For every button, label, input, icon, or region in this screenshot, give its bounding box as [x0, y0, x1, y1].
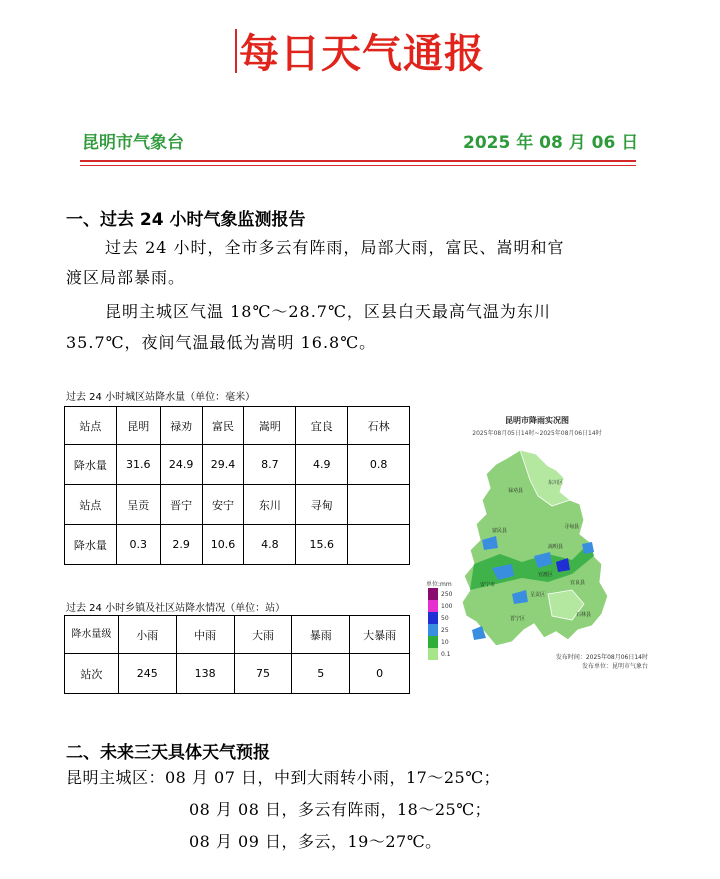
map-region: [582, 542, 594, 554]
map-legend: [428, 588, 438, 660]
table-cell: 禄劝: [160, 407, 202, 445]
table-row: [65, 616, 410, 654]
map-graphic: [452, 444, 622, 654]
map-place-label: 呈贡区: [530, 592, 546, 598]
table-cell: [348, 525, 410, 565]
table-cell: 昆明: [116, 407, 160, 445]
section1-p2-line1: 昆明主城区气温 18℃～28.7℃，区县白天最高气温为东川: [105, 302, 551, 321]
map-place-label: 宜良县: [570, 580, 586, 586]
table-row: [65, 407, 410, 445]
table-cell: 东川: [244, 485, 296, 525]
legend-value: 10: [441, 639, 449, 646]
table-cell: 呈贡: [116, 485, 160, 525]
table-cell: 大雨: [234, 616, 292, 654]
masthead-bar: [235, 29, 237, 73]
table-cell: 站点: [65, 407, 117, 445]
table-cell: [348, 485, 410, 525]
table-cell: 0.8: [348, 445, 410, 485]
table-cell: 10.6: [202, 525, 244, 565]
section1-p2-line2: 35.7℃，夜间气温最低为嵩明 16.8℃。: [66, 333, 377, 352]
table-cell: 宜良: [296, 407, 348, 445]
table-cell: 245: [118, 654, 176, 694]
table-cell: 安宁: [202, 485, 244, 525]
section1-p1-line2: 渡区局部暴雨。: [66, 268, 186, 287]
table-row: [65, 654, 410, 694]
table-row: [65, 445, 410, 485]
table-row: [65, 485, 410, 525]
table-cell: 2.9: [160, 525, 202, 565]
legend-value: 25: [441, 627, 449, 634]
township-precip-table: [64, 615, 410, 694]
map-place-label: 寻甸县: [564, 524, 580, 530]
table-cell: 31.6: [116, 445, 160, 485]
table-cell: 富民: [202, 407, 244, 445]
legend-swatch: [428, 612, 438, 624]
table-cell: 站次: [65, 654, 119, 694]
legend-value: 100: [441, 603, 453, 610]
table-cell: 降水量: [65, 525, 117, 565]
legend-swatch: [428, 600, 438, 612]
table-cell: 4.9: [296, 445, 348, 485]
map-place-label: 官渡区: [538, 572, 554, 578]
table-cell: 138: [176, 654, 234, 694]
table-cell: 29.4: [202, 445, 244, 485]
table-cell: 寻甸: [296, 485, 348, 525]
issuer: 昆明市气象台: [82, 133, 184, 153]
forecast-line: 08 月 08 日，多云有阵雨，18～25℃；: [189, 800, 492, 819]
table-cell: 石林: [348, 407, 410, 445]
map-place-label: 富民县: [492, 528, 508, 534]
legend-value: 0.1: [441, 651, 451, 658]
map-place-label: 禄劝县: [508, 488, 524, 494]
page-title: 每日天气通报: [239, 30, 485, 77]
table-cell: 嵩明: [244, 407, 296, 445]
table-cell: 暴雨: [292, 616, 350, 654]
table2-caption: 过去 24 小时乡镇及社区站降水情况（单位：站）: [66, 603, 286, 614]
forecast-line: 昆明主城区：08 月 07 日，中到大雨转小雨，17～25℃；: [66, 768, 501, 787]
table-cell: 75: [234, 654, 292, 694]
table-cell: 中雨: [176, 616, 234, 654]
legend-title: 单位:mm: [426, 581, 452, 588]
section2-heading: 二、未来三天具体天气预报: [66, 743, 270, 763]
map-place-label: 东川区: [548, 480, 564, 486]
issue-date: 2025 年 08 月 06 日: [463, 133, 639, 153]
map-subtitle: 2025年08月05日14时~2025年08月06日14时: [472, 430, 602, 437]
city-precip-table: [64, 406, 410, 565]
masthead: [0, 22, 720, 79]
table-cell: 降水量: [65, 445, 117, 485]
table-cell: 降水量级: [65, 616, 119, 654]
table-cell: 晋宁: [160, 485, 202, 525]
legend-swatch: [428, 648, 438, 660]
map-place-label: 安宁市: [480, 582, 496, 588]
table-cell: 24.9: [160, 445, 202, 485]
map-publisher: 发布单位：昆明市气象台: [581, 663, 648, 670]
section1-heading: 一、过去 24 小时气象监测报告: [66, 210, 306, 230]
table-cell: 5: [292, 654, 350, 694]
table-cell: 大暴雨: [350, 616, 410, 654]
legend-swatch: [428, 624, 438, 636]
header-rule-thin: [80, 165, 636, 166]
table-cell: 0.3: [116, 525, 160, 565]
rainfall-map: [422, 404, 652, 676]
table-cell: 8.7: [244, 445, 296, 485]
map-place-label: 石林县: [576, 612, 592, 618]
table-cell: 站点: [65, 485, 117, 525]
legend-value: 50: [441, 615, 449, 622]
header-rule-thick: [80, 160, 636, 162]
legend-swatch: [428, 588, 438, 600]
map-place-label: 晋宁区: [510, 616, 526, 622]
section1-p1-line1: 过去 24 小时，全市多云有阵雨，局部大雨，富民、嵩明和官: [105, 238, 565, 257]
forecast-line: 08 月 09 日，多云，19～27℃。: [189, 832, 442, 851]
table-cell: 4.8: [244, 525, 296, 565]
map-publish-time: 发布时间：2025年08月06日14时: [555, 654, 648, 661]
table-row: [65, 525, 410, 565]
map-title: 昆明市降雨实况图: [505, 416, 569, 425]
legend-value: 250: [441, 591, 453, 598]
table-cell: 0: [350, 654, 410, 694]
legend-swatch: [428, 636, 438, 648]
table1-caption: 过去 24 小时城区站降水量（单位：毫米）: [66, 392, 256, 403]
map-place-label: 嵩明县: [548, 544, 564, 550]
table-cell: 15.6: [296, 525, 348, 565]
table-cell: 小雨: [118, 616, 176, 654]
